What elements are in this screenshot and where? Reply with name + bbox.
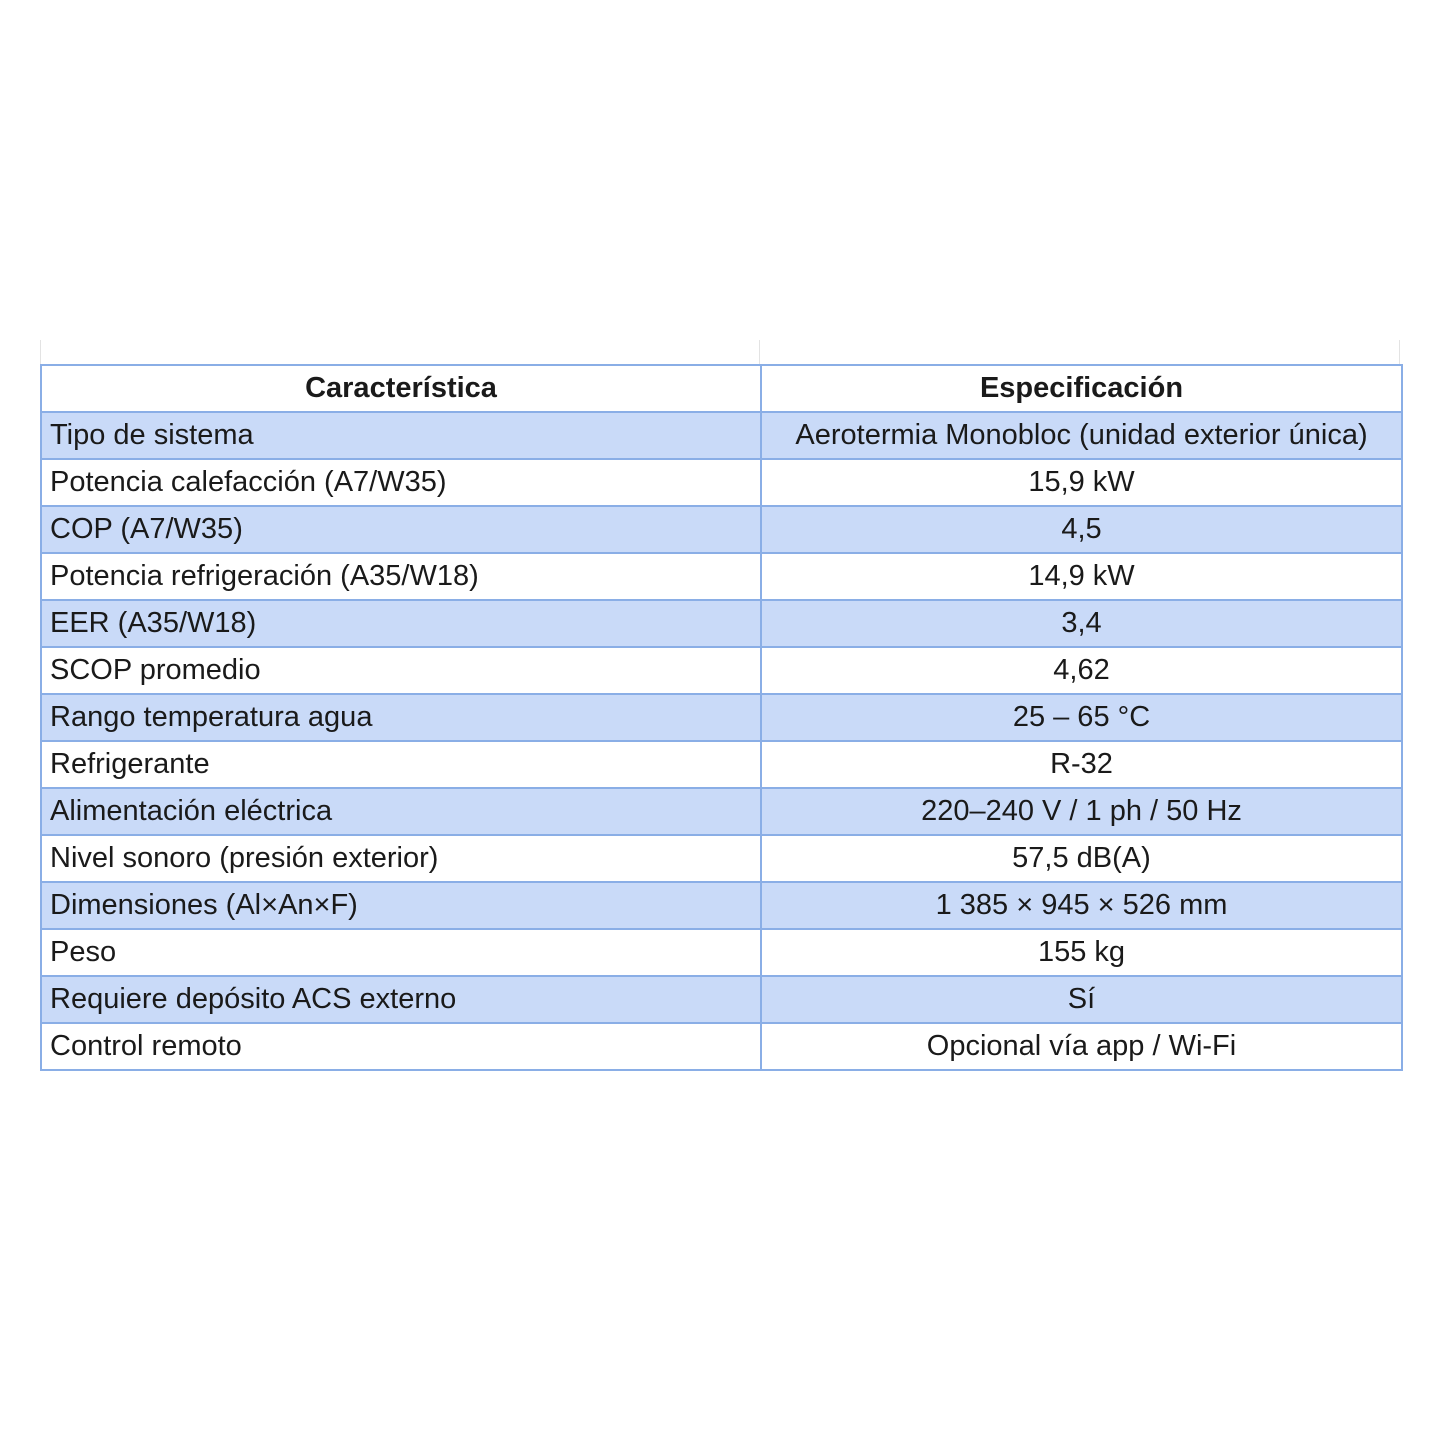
table-row (41, 647, 1402, 694)
table-cell[interactable]: Requiere depósito ACS externo (41, 976, 761, 1023)
table-row (41, 553, 1402, 600)
table-cell[interactable]: 4,5 (761, 506, 1402, 553)
table-cell[interactable]: Control remoto (41, 1023, 761, 1070)
table-row (41, 694, 1402, 741)
table-row (41, 788, 1402, 835)
table-cell[interactable]: Rango temperatura agua (41, 694, 761, 741)
table-cell[interactable]: Tipo de sistema (41, 412, 761, 459)
grid-line (759, 340, 760, 364)
table-row (41, 929, 1402, 976)
table-cell[interactable]: Opcional vía app / Wi-Fi (761, 1023, 1402, 1070)
table-cell[interactable]: 57,5 dB(A) (761, 835, 1402, 882)
table-cell[interactable]: COP (A7/W35) (41, 506, 761, 553)
table-cell[interactable]: Sí (761, 976, 1402, 1023)
table-cell[interactable]: 220–240 V / 1 ph / 50 Hz (761, 788, 1402, 835)
table-cell[interactable]: Peso (41, 929, 761, 976)
table-cell[interactable]: Aerotermia Monobloc (unidad exterior única) (761, 412, 1402, 459)
table-cell[interactable]: Dimensiones (Al×An×F) (41, 882, 761, 929)
table-cell[interactable]: 1 385 × 945 × 526 mm (761, 882, 1402, 929)
table-cell[interactable]: Nivel sonoro (presión exterior) (41, 835, 761, 882)
header-cell-especificacion[interactable]: Especificación (761, 365, 1402, 412)
spec-table (40, 364, 1403, 1071)
header-row (41, 365, 1402, 412)
header-cell-caracteristica[interactable]: Característica (41, 365, 761, 412)
table-cell[interactable]: Potencia refrigeración (A35/W18) (41, 553, 761, 600)
table-row (41, 412, 1402, 459)
grid-line (40, 340, 41, 364)
table-row (41, 1023, 1402, 1070)
empty-grid-row (40, 340, 1402, 364)
table-cell[interactable]: 3,4 (761, 600, 1402, 647)
table-row (41, 741, 1402, 788)
table-row (41, 976, 1402, 1023)
table-cell[interactable]: 14,9 kW (761, 553, 1402, 600)
table-cell[interactable]: Alimentación eléctrica (41, 788, 761, 835)
table-row (41, 600, 1402, 647)
grid-line (1399, 340, 1400, 364)
table-cell[interactable]: 15,9 kW (761, 459, 1402, 506)
table-row (41, 882, 1402, 929)
table-cell[interactable]: R-32 (761, 741, 1402, 788)
table-cell[interactable]: Potencia calefacción (A7/W35) (41, 459, 761, 506)
table-row (41, 459, 1402, 506)
table-cell[interactable]: 4,62 (761, 647, 1402, 694)
table-cell[interactable]: 25 – 65 °C (761, 694, 1402, 741)
table-cell[interactable]: 155 kg (761, 929, 1402, 976)
table-row (41, 835, 1402, 882)
table-cell[interactable]: Refrigerante (41, 741, 761, 788)
table-cell[interactable]: EER (A35/W18) (41, 600, 761, 647)
table-row (41, 506, 1402, 553)
spreadsheet-area (40, 340, 1402, 1105)
table-cell[interactable]: SCOP promedio (41, 647, 761, 694)
